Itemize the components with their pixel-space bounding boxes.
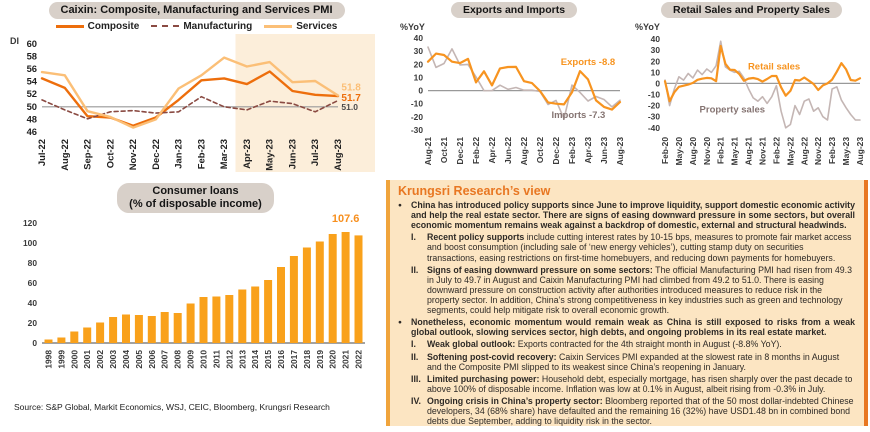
svg-text:2022: 2022 <box>353 349 364 369</box>
retail-chart-title: Retail Sales and Property Sales <box>661 2 842 18</box>
svg-text:107.6: 107.6 <box>331 212 360 225</box>
svg-text:2008: 2008 <box>172 349 183 369</box>
svg-text:Aug-21: Aug-21 <box>423 137 433 166</box>
svg-text:51.0: 51.0 <box>341 101 358 112</box>
svg-text:80: 80 <box>27 257 37 268</box>
svg-text:Sep-22: Sep-22 <box>81 138 93 170</box>
svg-text:20: 20 <box>413 59 423 70</box>
svg-text:Exports -8.8: Exports -8.8 <box>560 57 616 69</box>
loans-title-line2: (% of disposable income) <box>129 197 262 210</box>
item-number: II. <box>411 264 419 275</box>
item-number: III. <box>411 373 421 384</box>
svg-text:51.8: 51.8 <box>341 82 361 94</box>
svg-text:40: 40 <box>27 297 37 308</box>
bullet-marker: ● <box>398 319 402 327</box>
svg-text:58: 58 <box>26 50 37 62</box>
svg-text:DI: DI <box>10 35 19 46</box>
composite-line-swatch <box>56 25 84 28</box>
view-subitem: I. Weak global outlook: Exports contracted for the 4th straight month in August (-8.8% YoY). <box>411 339 782 350</box>
svg-text:Aug-22: Aug-22 <box>799 137 810 166</box>
svg-text:Apr-23: Apr-23 <box>583 137 593 164</box>
svg-text:46: 46 <box>26 125 37 137</box>
svg-text:2004: 2004 <box>121 349 131 369</box>
svg-text:10: 10 <box>413 72 423 83</box>
retail-chart-block <box>633 2 870 182</box>
legend-label: Services <box>296 20 338 32</box>
svg-text:2010: 2010 <box>198 349 209 369</box>
svg-text:Imports -7.3: Imports -7.3 <box>551 110 606 122</box>
svg-text:%YoY: %YoY <box>400 22 425 33</box>
svg-text:2011: 2011 <box>211 349 222 369</box>
svg-text:2009: 2009 <box>185 349 196 369</box>
svg-text:40: 40 <box>413 33 423 44</box>
item-number: IV. <box>411 395 421 406</box>
svg-text:Aug-22: Aug-22 <box>58 138 70 171</box>
svg-text:2018: 2018 <box>301 349 312 369</box>
pmi-chart <box>8 32 385 174</box>
svg-text:2001: 2001 <box>82 349 93 369</box>
trade-chart-title: Exports and Imports <box>451 2 577 18</box>
item-number: I. <box>411 232 416 243</box>
view-subitem: II. Signs of easing downward pressure on some sectors: The official Manufacturing PMI had risen from 49.3 in July to 49.7 in August and Caixin Manufacturing PMI had climbed from 49.2 to 51.0. There is easing downward pressure on construction activity after authorities introduced measures to reduce risk in the property sector. In addition, China’s strong competitiveness in key industries such as green and technology segments, could help mitigate risk to overall economic growth. <box>411 264 853 316</box>
svg-text:60: 60 <box>27 277 37 288</box>
svg-text:Aug-23: Aug-23 <box>855 137 865 166</box>
svg-text:2013: 2013 <box>237 349 248 369</box>
pmi-chart-title: Caixin: Composite, Manufacturing and Services PMI <box>49 2 345 19</box>
legend-label: Manufacturing <box>183 20 253 32</box>
svg-text:2016: 2016 <box>276 349 286 369</box>
svg-text:2000: 2000 <box>69 349 80 369</box>
source-note: Source: S&P Global, Markit Economics, WSJ, CEIC, Bloomberg, Krungsri Research <box>14 402 330 412</box>
pmi-legend <box>8 21 385 32</box>
svg-text:Nov-21: Nov-21 <box>757 137 768 166</box>
svg-text:2019: 2019 <box>314 349 325 369</box>
loans-chart-block <box>8 183 383 395</box>
svg-text:2021: 2021 <box>340 349 351 369</box>
svg-text:Retail sales: Retail sales <box>747 61 801 73</box>
svg-text:Aug-22: Aug-22 <box>519 137 529 166</box>
svg-text:2017: 2017 <box>288 349 299 369</box>
svg-text:1999: 1999 <box>56 349 67 369</box>
svg-text:Aug-23: Aug-23 <box>332 138 343 171</box>
legend-item-composite <box>56 21 140 32</box>
svg-text:50: 50 <box>26 100 37 112</box>
view-subitem: I. Recent policy supports include cutting interest rates by 10-15 bps, measures to promote fair market access and boost consumption (including sale of ‘new energy vehicles’), cutting stamp duty on securities transactions, easing restrictions on first-time homebuyers, and reducing down payments for homebuyers. <box>411 232 852 263</box>
svg-text:2015: 2015 <box>263 349 274 369</box>
svg-text:Nov-22: Nov-22 <box>127 138 139 171</box>
svg-text:Jun-22: Jun-22 <box>503 137 513 165</box>
svg-text:Oct-22: Oct-22 <box>535 137 545 164</box>
svg-text:30: 30 <box>413 46 423 57</box>
svg-text:Jul-23: Jul-23 <box>309 138 321 167</box>
svg-text:-30: -30 <box>410 125 423 136</box>
svg-text:100: 100 <box>23 237 37 248</box>
view-subitem: III. Limited purchasing power: Household debt, especially mortgage, has risen sharply over the past decade to above 100% of disposable income. Inflation was low at 0.1% in August, albeit rising from -0.3% in July. <box>411 373 853 394</box>
svg-text:Jun-23: Jun-23 <box>599 137 609 165</box>
svg-text:May-23: May-23 <box>841 137 852 166</box>
svg-text:-30: -30 <box>647 112 660 123</box>
svg-text:1998: 1998 <box>43 349 54 369</box>
svg-text:Feb-23: Feb-23 <box>567 137 577 165</box>
svg-text:-10: -10 <box>410 99 423 110</box>
svg-text:May-22: May-22 <box>785 137 796 166</box>
svg-text:120: 120 <box>23 217 37 228</box>
svg-text:Feb-23: Feb-23 <box>827 137 838 165</box>
loans-title-line1: Consumer loans <box>152 185 239 197</box>
svg-text:2020: 2020 <box>327 349 338 369</box>
svg-text:40: 40 <box>650 34 660 45</box>
svg-text:May-20: May-20 <box>673 137 684 166</box>
pmi-chart-block <box>8 2 385 182</box>
svg-text:48: 48 <box>26 113 37 125</box>
svg-text:51.7: 51.7 <box>341 93 361 105</box>
svg-text:2002: 2002 <box>95 349 106 369</box>
legend-label: Composite <box>87 20 140 32</box>
svg-text:Nov-22: Nov-22 <box>813 137 824 166</box>
svg-text:Feb-23: Feb-23 <box>195 138 207 170</box>
loans-chart <box>8 213 383 391</box>
svg-text:Dec-21: Dec-21 <box>455 137 465 165</box>
svg-text:Feb-22: Feb-22 <box>771 137 782 165</box>
svg-text:20: 20 <box>650 56 660 67</box>
svg-text:0: 0 <box>32 337 37 348</box>
svg-text:2003: 2003 <box>108 349 119 369</box>
svg-text:Apr-22: Apr-22 <box>487 137 497 164</box>
view-subitem: IV. Ongoing crisis in China’s property sector: Bloomberg reported that of the 50 most dollar-indebted Chinese developers, 34 (68% share) have defaulted and the remaining 16 (32%) have USD1.48 bn in combined bond debts due September, adding to liquidity risk in the sector. <box>411 395 854 426</box>
svg-text:Nov-20: Nov-20 <box>701 137 712 166</box>
svg-text:Oct-22: Oct-22 <box>104 138 116 169</box>
svg-text:Jun-23: Jun-23 <box>286 138 298 170</box>
trade-chart <box>398 18 630 178</box>
svg-text:-10: -10 <box>647 89 660 100</box>
svg-text:10: 10 <box>650 67 660 78</box>
svg-text:-20: -20 <box>647 100 660 111</box>
loans-chart-title <box>117 183 274 213</box>
svg-text:30: 30 <box>650 45 660 56</box>
svg-text:Oct-21: Oct-21 <box>439 137 449 164</box>
svg-text:Aug-23: Aug-23 <box>615 137 625 166</box>
svg-text:-20: -20 <box>410 112 423 123</box>
svg-text:Jan-23: Jan-23 <box>172 138 184 169</box>
svg-text:Feb-20: Feb-20 <box>660 137 670 165</box>
services-line-swatch <box>264 25 292 28</box>
svg-text:2014: 2014 <box>250 349 261 369</box>
retail-chart <box>633 18 870 178</box>
svg-text:Mar-23: Mar-23 <box>218 138 230 170</box>
svg-text:%YoY: %YoY <box>635 22 660 33</box>
panel-title: Krungsri Research’s view <box>398 184 551 198</box>
svg-text:Jul-22: Jul-22 <box>36 138 47 167</box>
svg-text:Property sales: Property sales <box>699 104 766 116</box>
svg-text:Feb-22: Feb-22 <box>471 137 481 165</box>
view-bullet: ● China has introduced policy supports since June to improve liquidity, support domestic economic activity and help the real estate sector. There are signs of easing downward pressure in some sectors, but overall economic momentum remains weak against a backdrop of domestic, external and structural headwinds. <box>398 200 855 231</box>
item-number: I. <box>411 339 416 350</box>
svg-text:May-21: May-21 <box>729 137 740 166</box>
view-subitem: II. Softening post-covid recovery: Caixin Services PMI expanded at the slowest rate in 8 months in August and the Composite PMI slipped to its weakest since China’s reopening in January. <box>411 351 840 372</box>
legend-item-manufacturing <box>151 21 252 32</box>
svg-text:20: 20 <box>27 317 37 328</box>
krungsri-view-panel <box>386 180 868 426</box>
svg-text:0: 0 <box>418 85 423 96</box>
svg-text:2007: 2007 <box>159 349 170 369</box>
svg-text:56: 56 <box>26 62 37 74</box>
svg-text:Dec-22: Dec-22 <box>149 138 161 170</box>
svg-text:Dec-22: Dec-22 <box>551 137 561 165</box>
svg-text:-40: -40 <box>647 123 660 134</box>
view-bullet: ● Nonetheless, economic momentum would remain weak as China is still exposed to risks from a weak global outlook, slowing services sector, high debts, and ongoing problems in its real estate market. <box>398 317 855 338</box>
svg-text:0: 0 <box>655 78 660 89</box>
svg-text:54: 54 <box>26 75 37 87</box>
svg-text:2006: 2006 <box>146 349 157 369</box>
manufacturing-line-swatch <box>151 25 179 27</box>
svg-text:60: 60 <box>26 37 37 49</box>
item-number: II. <box>411 351 419 362</box>
trade-chart-block <box>398 2 630 182</box>
svg-text:Apr-23: Apr-23 <box>240 138 252 169</box>
svg-text:Aug-21: Aug-21 <box>743 137 754 166</box>
svg-text:Aug-20: Aug-20 <box>687 137 698 166</box>
svg-text:2012: 2012 <box>224 349 235 369</box>
svg-text:2005: 2005 <box>133 349 144 369</box>
svg-text:Feb-21: Feb-21 <box>715 137 726 165</box>
legend-item-services <box>264 21 337 32</box>
svg-text:May-23: May-23 <box>263 138 275 171</box>
bullet-marker: ● <box>398 202 402 209</box>
svg-text:52: 52 <box>26 88 37 100</box>
